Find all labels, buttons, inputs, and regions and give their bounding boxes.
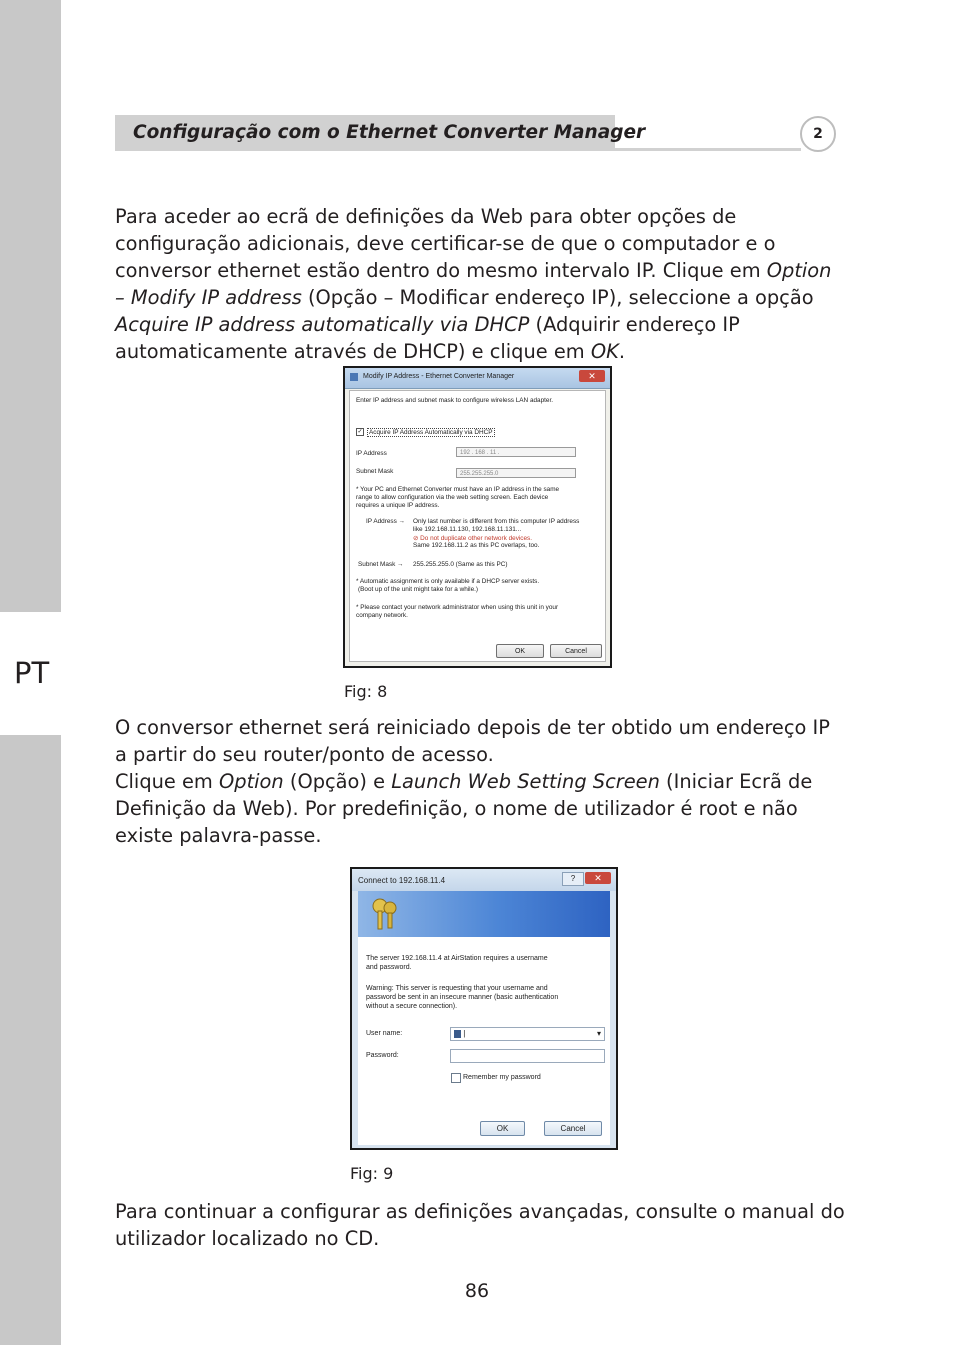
username-label: User name: — [366, 1030, 403, 1037]
subnet-mask-select[interactable]: 255.255.255.0 — [456, 468, 576, 478]
subnet-mask-tag: Subnet Mask → — [358, 561, 404, 568]
dhcp-checkbox-label[interactable]: Acquire IP Address Automatically via DHCP — [369, 429, 493, 436]
note-line: * Please contact your network administrator when using this unit in your — [356, 604, 559, 611]
server-message: The server 192.168.11.4 at AirStation requires a username — [366, 955, 548, 962]
warning-message: password be sent in an insecure manner (basic authentication — [366, 994, 559, 1001]
figure-caption: Fig: 9 — [350, 1164, 394, 1183]
page-number: 86 — [464, 1280, 490, 1302]
dialog-banner — [358, 891, 610, 937]
note-line: company network. — [356, 612, 408, 619]
modify-ip-dialog-screenshot — [343, 366, 612, 668]
note-line: Same 192.168.11.2 as this PC overlaps, too. — [413, 542, 540, 549]
dialog-title: Modify IP Address - Ethernet Converter Manager — [363, 373, 515, 380]
warning-message: Warning: This server is requesting that your username and — [366, 985, 548, 992]
note-line: (Boot up of the unit might take for a while.) — [358, 586, 479, 593]
dialog-body — [349, 390, 606, 662]
dialog-title: Connect to 192.168.11.4 — [358, 876, 446, 885]
note-line: Only last number is different from this computer IP address — [413, 518, 580, 525]
note-line: range to allow configuration via the web setting screen. Each device — [356, 494, 549, 501]
note-line: 255.255.255.0 (Same as this PC) — [413, 561, 508, 568]
password-field[interactable] — [450, 1049, 605, 1063]
close-icon[interactable]: ✕ — [579, 370, 605, 382]
close-icon[interactable]: ✕ — [585, 872, 611, 884]
user-icon — [454, 1030, 461, 1038]
chapter-badge: 2 — [800, 116, 836, 152]
note-line: like 192.168.11.130, 192.168.11.131... — [413, 526, 522, 533]
chevron-down-icon[interactable]: ▾ — [596, 1029, 601, 1038]
warning-line: ⊘ Do not duplicate other network devices. — [413, 535, 533, 542]
intro-paragraph: Para aceder ao ecrã de definições da Web para obter opções de configuração adicionais, deve certificar-se de que o computador e o conversor ethernet estão dentro do mesmo intervalo IP. Clique em Option – Modify IP address (Opção – Modificar endereço IP), seleccione a opção Acquire IP address automatically via DHCP (Adquirir endereço IP automaticamente através de DHCP) e clique em OK. — [115, 205, 832, 363]
section-title: Configuração com o Ethernet Converter Manager — [133, 122, 646, 143]
server-message: and password. — [366, 964, 412, 971]
dialog-intro: Enter IP address and subnet mask to configure wireless LAN adapter. — [356, 397, 554, 404]
language-tab: PT — [14, 656, 50, 690]
password-label: Password: — [366, 1052, 399, 1059]
section-header-rule — [615, 148, 801, 151]
remember-label[interactable]: Remember my password — [463, 1074, 541, 1081]
side-tab-bottom — [0, 735, 61, 1345]
warning-message: without a secure connection). — [366, 1003, 458, 1010]
keys-icon — [370, 897, 400, 931]
username-field[interactable]: | ▾ — [450, 1027, 605, 1041]
ok-button[interactable]: OK — [480, 1121, 525, 1136]
figure-caption: Fig: 8 — [344, 682, 388, 701]
dialog-title-bar — [345, 368, 610, 389]
note-line: * Automatic assignment is only available if a DHCP server exists. — [356, 578, 540, 585]
cancel-button[interactable]: Cancel — [550, 644, 602, 658]
ip-address-label: IP Address — [356, 450, 387, 457]
ip-address-tag: IP Address → — [366, 518, 405, 525]
dialog-title-bar — [352, 869, 616, 891]
help-icon[interactable]: ? — [562, 872, 584, 886]
closing-paragraph: Para continuar a configurar as definições avançadas, consulte o manual do utilizador localizado no CD. — [115, 1200, 845, 1250]
dialog-content — [358, 937, 610, 1145]
app-icon — [350, 373, 358, 381]
side-tab-top — [0, 0, 61, 612]
note-line: * Your PC and Ethernet Converter must have an IP address in the same — [356, 486, 560, 493]
remember-checkbox[interactable] — [451, 1073, 461, 1083]
connect-dialog-screenshot — [350, 867, 618, 1150]
restart-paragraph: O conversor ethernet será reiniciado depois de ter obtido um endereço IP a partir do seu router/ponto de acesso. Clique em Option (Opção) e Launch Web Setting Screen (Iniciar Ecrã de Definição da Web). Por predefinição, o nome de utilizador é root e não existe palavra-passe. — [115, 716, 830, 847]
note-line: requires a unique IP address. — [356, 502, 440, 509]
subnet-mask-label: Subnet Mask — [356, 468, 394, 475]
ok-button[interactable]: OK — [496, 644, 544, 658]
cancel-button[interactable]: Cancel — [544, 1121, 602, 1136]
dhcp-checkbox[interactable]: ✓ — [357, 429, 363, 435]
ip-address-field[interactable]: 192 . 168 . 11 . — [456, 447, 576, 457]
